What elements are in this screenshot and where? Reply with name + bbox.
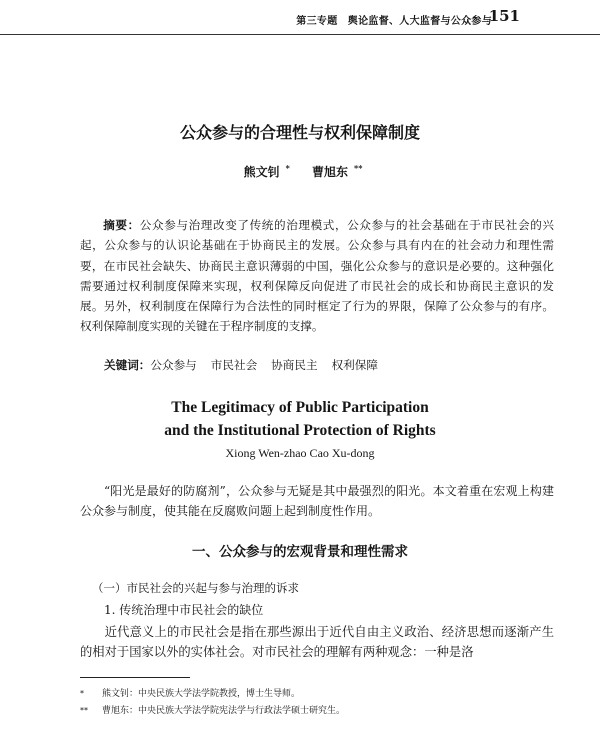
author-name: 熊文钊 xyxy=(243,165,280,179)
author-name: 曹旭东 xyxy=(312,165,349,179)
english-title-line: and the Institutional Protection of Rights xyxy=(164,422,436,439)
keyword: 协商民主 xyxy=(271,358,318,372)
footnote xyxy=(80,703,345,716)
keyword: 市民社会 xyxy=(210,358,258,372)
keywords-label: 关键词： xyxy=(104,358,151,372)
footnote-divider xyxy=(80,677,190,678)
intro-paragraph: “阳光是最好的防腐剂”，公众参与无疑是其中最强烈的阳光。本文着重在宏观上构建公众参与制度，使其能在反腐败问题上起到制度性作用。 xyxy=(80,484,554,518)
footnote xyxy=(80,686,300,699)
english-title xyxy=(0,396,600,442)
english-authors: Xiong Wen-zhao Cao Xu-dong xyxy=(225,446,375,460)
body-paragraph: 近代意义上的市民社会是指在那些源出于近代自由主义政治、经济思想而逐渐产生的相对于国家以外的实体社会。对市民社会的理解有两种观念：一种是洛 xyxy=(80,625,554,659)
footnote-text: 熊文钊：中央民族大学法学院教授，博士生导师。 xyxy=(102,689,301,699)
page-number: 151 xyxy=(488,7,520,25)
keyword: 权利保障 xyxy=(331,358,378,372)
keyword: 公众参与 xyxy=(150,358,197,372)
author-footnote-mark: * xyxy=(285,163,290,173)
subsubsection-heading: 1. 传统治理中市民社会的缺位 xyxy=(104,603,264,617)
footnote-mark: ** xyxy=(80,706,88,715)
footnote-mark: * xyxy=(80,689,84,698)
english-title-line: The Legitimacy of Public Participation xyxy=(171,399,429,416)
author xyxy=(238,165,290,179)
abstract-text: 公众参与治理改变了传统的治理模式，公众参与的社会基础在于市民社会的兴起，公众参与的认识论基础在于协商民主的发展。公众参与具有内在的社会动力和理性需要，在市民社会缺失、协商民主意识薄弱的中国，强化公众参与的意识是必要的。这种强化需要通过权利制度保障来实现，权利保障反向促进了市民社会的成长和协商民主意识的发展。另外，权利制度在保障行为合法性的同时框定了行为的界限，保障了公众参与的有序。权利保障制度实现的关键在于程序制度的支撑。 xyxy=(80,218,554,334)
article-title: 公众参与的合理性与权利保障制度 xyxy=(179,123,420,142)
author-line xyxy=(0,163,600,180)
section-heading: 一、公众参与的宏观背景和理性需求 xyxy=(192,544,408,560)
abstract xyxy=(80,215,554,337)
author-footnote-mark: ** xyxy=(354,163,363,173)
running-header xyxy=(0,0,600,35)
author xyxy=(306,165,362,179)
running-header-section: 第三专题 舆论监督、人大监督与公众参与 xyxy=(296,16,492,27)
subsection-heading: （一）市民社会的兴起与参与治理的诉求 xyxy=(92,581,299,595)
footnote-text: 曹旭东：中央民族大学法学院宪法学与行政法学硕士研究生。 xyxy=(102,706,346,716)
keywords xyxy=(104,357,392,373)
abstract-label: 摘要： xyxy=(103,218,140,232)
